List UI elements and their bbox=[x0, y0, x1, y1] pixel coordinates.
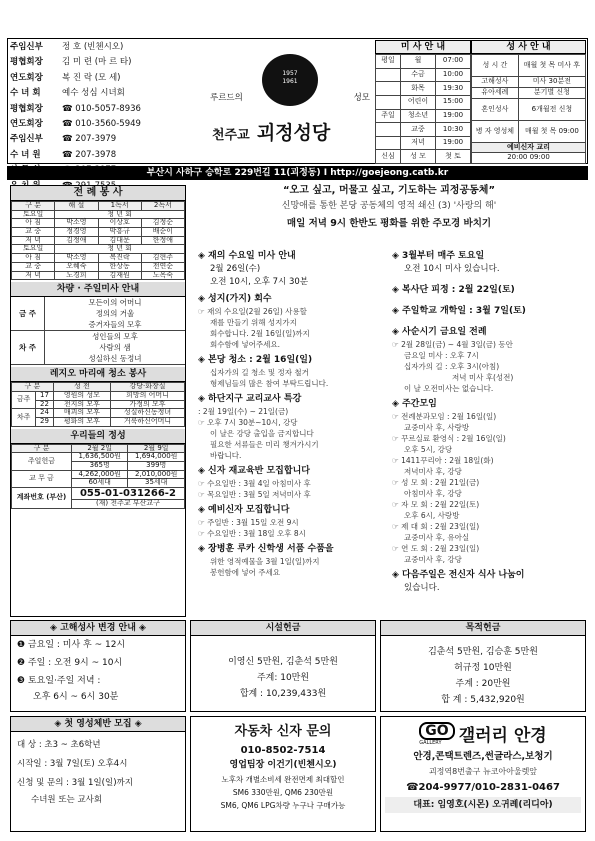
staff-row: 평협회장 ☎ 010-5057-8936 bbox=[10, 103, 141, 114]
table-cell: 17 bbox=[36, 391, 54, 400]
list-item: ◈ 성지(가지) 회수 ☞ 재의 수요일(2월 26일) 사용할 재를 만들기 위해 성지가지 회수합니다. 2월 16일(일)까지 회수함에 넣어주세요. bbox=[198, 294, 310, 349]
mass-time: 19:00 bbox=[436, 109, 471, 123]
mass-day: 저녁 bbox=[400, 136, 435, 150]
mass-group: 주일 bbox=[376, 109, 401, 123]
list-item: ◈ 신자 재교육반 모집합니다 ☞ 수요일반 : 3월 4일 아침미사 후 ☞ 목요일반 : 3월 5일 저녁미사 후 bbox=[198, 466, 311, 499]
table-cell: 박소영 bbox=[55, 219, 98, 228]
mass-time: 07:00 bbox=[436, 55, 471, 69]
table-cell: 김대문 bbox=[98, 236, 141, 245]
car-ad bbox=[190, 716, 376, 832]
sacrament-value: 분기별 신청 bbox=[518, 88, 585, 99]
mass-group: 평일 bbox=[376, 55, 401, 69]
car-title: 차량 · 주일미사 안내 bbox=[11, 282, 185, 297]
list-item: 대 상 : 초3 ~ 초6학년 bbox=[17, 740, 101, 750]
list-item: ❶ 금요일 : 미사 후 ~ 12시 bbox=[17, 640, 126, 650]
table-cell: 35세대 bbox=[128, 479, 185, 488]
mass-group bbox=[376, 123, 401, 137]
optical-phone: ☎204-9977/010-2831-0467 bbox=[406, 782, 560, 793]
optical-owner: 대표: 임영호(시몬) 오귀례(리디아) bbox=[385, 797, 581, 813]
col-header: 구 분 bbox=[12, 383, 54, 392]
col-header: 2독서 bbox=[141, 202, 184, 211]
list-item: 합 계 : 5,432,920원 bbox=[441, 695, 525, 705]
staff-row: 수 녀 회 예수 성심 시녀회 bbox=[10, 88, 125, 99]
table-cell: 청 년 회 bbox=[55, 210, 185, 219]
car-this-label: 금 주 bbox=[11, 297, 45, 330]
table-cell: 아 침 bbox=[12, 254, 55, 263]
car-item: 증거자들의 모후 bbox=[88, 320, 142, 330]
table-cell: 전연순 bbox=[141, 262, 184, 271]
list-item: SM6, QM6 LPG차량 누구나 구매가능 bbox=[220, 801, 346, 810]
confession-change-box bbox=[10, 620, 186, 712]
mass-group bbox=[376, 95, 401, 109]
staff-row: 수 녀 원 ☎ 207-3978 bbox=[10, 149, 117, 160]
list-item: ◈ 사순시기 금요일 전례 ☞ 2월 28일(금) ~ 4월 3일(금) 동안 금요일 미사 : 오후 7시 십자가의 길 : 오후 3시(아침) 저녁 미사 후(성전) 이 날 오전미사는 없습니다. bbox=[392, 327, 514, 393]
mass-time: 10:30 bbox=[436, 123, 471, 137]
staff-row: 주임신부 정 호 (빈첸시오) bbox=[10, 42, 124, 52]
table-cell: 영원의 성모 bbox=[53, 391, 110, 400]
list-item: 주계 : 20만원 bbox=[455, 679, 511, 689]
table-cell: 박소영 bbox=[55, 254, 98, 263]
optical-services: 안경,콘택트렌즈,썬글라스,보청기 bbox=[413, 751, 553, 762]
table-cell: 노경희 bbox=[55, 271, 98, 280]
list-item: ◈ 하단지구 교리교사 특강 : 2월 19일(수) ~ 21일(금) ☞ 오후 7시 30분~10시, 강당 이 날은 강당 출입을 금지합니다 필요한 서류들은 미리 챙겨가시기 바랍니다. bbox=[198, 394, 319, 460]
sacrament-value: 미사 30분전 bbox=[518, 77, 585, 88]
logo-mark: 1957 1961 bbox=[282, 70, 298, 85]
sacrament-key: 혼인성사 bbox=[472, 99, 519, 121]
center-heading bbox=[192, 184, 586, 234]
mass-time: 19:30 bbox=[436, 82, 471, 96]
table-cell: 복진락 bbox=[98, 254, 141, 263]
optical-logo: GO GALLERY bbox=[419, 722, 454, 746]
table-cell: 1,636,500원 bbox=[71, 453, 128, 462]
mass-time: 15:00 bbox=[436, 95, 471, 109]
mass-time: 첫 토 bbox=[436, 150, 471, 164]
table-cell: 평화의 모후 bbox=[53, 417, 110, 426]
first-communion-box bbox=[10, 716, 186, 832]
table-cell: 거룩하신어머니 bbox=[111, 417, 185, 426]
table-cell: 정경영 bbox=[55, 228, 98, 237]
sacrament-header: 성 사 안 내 bbox=[471, 40, 586, 54]
mass-day: 청소년 bbox=[400, 109, 435, 123]
table-cell: 2,010,000원 bbox=[128, 470, 185, 479]
col-header: 2월 2일 bbox=[71, 444, 128, 453]
staff-row: 연도회장 복 진 락 (모 세) bbox=[10, 72, 121, 83]
table-cell: 박흥규 bbox=[98, 228, 141, 237]
car-item: 정의의 거울 bbox=[95, 309, 135, 319]
list-item: ❸ 토요일·주일 저녁 : bbox=[17, 676, 101, 686]
left-column bbox=[10, 185, 186, 617]
mass-header: 미 사 안 내 bbox=[375, 40, 471, 54]
notices-left bbox=[198, 250, 388, 582]
table-cell: 배순이 bbox=[141, 228, 184, 237]
sacrament-value: 매월 첫 목 09:00 bbox=[518, 121, 585, 143]
list-item: ◈ 예비신자 모집합니다 ☞ 주일반 : 3월 15일 오전 9시 ☞ 수요일반 : 3월 18일 오후 8시 bbox=[198, 505, 306, 538]
table-cell: 가정의 모후 bbox=[111, 400, 185, 409]
list-item: ◈ 장병훈 루카 신학생 서품 수품을 위한 영적예물을 3월 1일(일)까지 봉헌함에 넣어 주세요 bbox=[198, 544, 334, 577]
list-item: 수녀원 또는 교사회 bbox=[31, 795, 103, 805]
staff-row: 연도회장 ☎ 010-3560-5949 bbox=[10, 119, 141, 130]
table-cell: 아 침 bbox=[12, 219, 55, 228]
table-cell: 365명 bbox=[71, 462, 128, 471]
table-cell: 1,694,000원 bbox=[128, 453, 185, 462]
car-item: 성인들의 모후 bbox=[92, 332, 138, 342]
sacrament-value: 6개월전 신청 bbox=[518, 99, 585, 121]
table-cell: 천지의 모후 bbox=[53, 400, 110, 409]
table-cell: 60세대 bbox=[71, 479, 128, 488]
table-cell: 교 중 bbox=[12, 262, 55, 271]
list-item: ❷ 주일 : 오전 9시 ~ 10시 bbox=[17, 658, 123, 668]
list-item: ◈ 복사단 피정 : 2월 22일(토) bbox=[392, 285, 515, 295]
mass-day: 어린이 bbox=[400, 95, 435, 109]
sacrament-value: 매월 첫 목 미사 후 bbox=[518, 55, 585, 77]
theme: 신망애를 통한 본당 공동체의 영적 쇄신 (3) '사랑의 해' bbox=[281, 201, 497, 211]
mass-table bbox=[375, 40, 586, 164]
mass-day: 월 bbox=[400, 55, 435, 69]
mass-group: 신심 bbox=[376, 150, 401, 164]
table-cell: 한상동 bbox=[98, 262, 141, 271]
sacrament-key: 유아세례 bbox=[472, 88, 519, 99]
list-item: 오후 6시 ~ 6시 30분 bbox=[33, 692, 119, 702]
table-cell: 저 녁 bbox=[12, 271, 55, 280]
table-cell: 저 녁 bbox=[12, 236, 55, 245]
list-item: ◈ 본당 청소 : 2월 16일(일) 십자가의 길 청소 및 정자 철거 형제님들의 많은 참여 부탁드립니다. bbox=[198, 355, 329, 388]
car-ad-title: 자동차 신자 문의 bbox=[234, 724, 332, 739]
table-cell: 교 중 bbox=[12, 228, 55, 237]
list-item: ◈ 주일학교 개학일 : 3월 7일(토) bbox=[392, 306, 526, 316]
sacrament-key: 성 시 간 bbox=[472, 55, 519, 77]
car-ad-phone: 010-8502-7514 bbox=[240, 745, 326, 756]
list-item: 신청 및 문의 : 3월 1일(일)까지 bbox=[17, 778, 133, 788]
car-item: 성실하신 동정녀 bbox=[88, 354, 142, 364]
logo-text-top: 루르드의 성모 bbox=[210, 93, 370, 103]
col-header: 2월 9일 bbox=[128, 444, 185, 453]
mass-day: 수금 bbox=[400, 68, 435, 82]
staff-row: 주임신부 ☎ 207-3979 bbox=[10, 134, 117, 145]
staff-row: 평협회장 김 미 련 (마 르 타) bbox=[10, 57, 132, 68]
optical-address: 괴정역8번출구 뉴코아아울렛앞 bbox=[428, 767, 538, 776]
mass-time: 19:00 bbox=[436, 136, 471, 150]
mass-day: 화목 bbox=[400, 82, 435, 96]
church-name: 천주교 괴정성당 bbox=[212, 122, 331, 144]
list-item: 김춘석 5만원, 김승훈 5만원 bbox=[428, 647, 538, 657]
offering-title: 우리들의 정성 bbox=[11, 429, 185, 444]
sacrament-key: 고해성사 bbox=[472, 77, 519, 88]
table-cell: 금주 bbox=[12, 391, 36, 408]
table-cell: 김정애 bbox=[55, 236, 98, 245]
car-ad-name: 영업팀장 이건기(빈첸시오) bbox=[229, 760, 337, 770]
list-item: ◈ 3월부터 매주 토요일 오전 10시 미사 있습니다. bbox=[392, 251, 500, 274]
list-item: ◈ 주간모임 ☞ 전례분과모임 : 2월 16일(일) 교중미사 후, 사랑방 ☞ 꾸르실료 환영식 : 2월 16일(일) 오후 5시, 강당 ☞ 1411꾸리아 : 2월 18일(화) 저녁미사 후, 강당 ☞ 성 모 회 : 2월 21일(금) 아침미사 후, 강당 ☞ 자 모 회 : 2월 22일(토) 오후 6시, 사랑방 ☞ 제 대 회 : 2월 23일(일) 교중미사 후, 유아실 ☞ 연 도 회 : 2월 23일(일) 교중미사 후, 강당 bbox=[392, 399, 506, 564]
mass-day: 교중 bbox=[400, 123, 435, 137]
table-cell: 매괴의 모후 bbox=[53, 409, 110, 418]
table-cell: 29 bbox=[36, 417, 54, 426]
table-cell: 오혜숙 bbox=[55, 262, 98, 271]
sacrament-value: 20:00 09:00 bbox=[472, 153, 586, 164]
car-item: 모든이의 어머니 bbox=[88, 298, 142, 308]
purpose-title: 목적헌금 bbox=[381, 621, 585, 636]
table-cell: 성실하신동정녀 bbox=[111, 409, 185, 418]
col-header: 1독서 bbox=[98, 202, 141, 211]
address-bar: 부산시 사하구 승학로 229번길 11(괴정동) I http://goejeong.catb.kr bbox=[7, 166, 588, 180]
table-cell: 24 bbox=[36, 409, 54, 418]
col-header: 성 전 bbox=[53, 383, 110, 392]
col-header: 구 분 bbox=[12, 444, 72, 453]
list-item: 허규정 10만원 bbox=[454, 663, 512, 673]
list-item: 주계: 10만원 bbox=[256, 673, 310, 683]
car-item: 사람의 샘 bbox=[99, 343, 131, 353]
purpose-offering-box bbox=[380, 620, 586, 712]
table-cell: 김현주 bbox=[141, 254, 184, 263]
motto: “오고 싶고, 머물고 싶고, 기도하는 괴정공동체” bbox=[282, 185, 496, 196]
list-item: 시작일 : 3월 7일(토) 오후4시 bbox=[17, 759, 128, 769]
table-cell: 희망의 어머니 bbox=[111, 391, 185, 400]
table-cell: 계좌번호 (부산) bbox=[12, 488, 72, 509]
table-cell: 청 년 회 bbox=[55, 245, 185, 254]
communion-title: ◈ 첫 영성체반 모집 ◈ bbox=[11, 717, 185, 732]
mass-time: 10:00 bbox=[436, 68, 471, 82]
list-item: 합계 : 10,239,433원 bbox=[239, 689, 327, 699]
account-number: 055-01-031266-2 bbox=[71, 488, 184, 500]
mass-group bbox=[376, 136, 401, 150]
table-cell: 399명 bbox=[128, 462, 185, 471]
optical-ad bbox=[380, 716, 586, 832]
list-item: SM6 330만원, QM6 230만원 bbox=[232, 788, 334, 797]
list-item: 이영신 5만원, 김춘석 5만원 bbox=[228, 657, 338, 667]
facility-title: 시설헌금 bbox=[191, 621, 375, 636]
account-name: (재) 천주교 부산교구 bbox=[71, 500, 184, 509]
table-cell: 노옥숙 bbox=[141, 271, 184, 280]
optical-name: 갤러리 안경 bbox=[458, 726, 547, 746]
sacrament-key: 병 자 영성체 bbox=[472, 121, 519, 143]
table-cell: 토요일 bbox=[12, 245, 55, 254]
mass-day: 성 모 bbox=[400, 150, 435, 164]
table-cell: 4,262,000원 bbox=[71, 470, 128, 479]
legio-title: 레지오 마리애 청소 봉사 bbox=[11, 367, 185, 382]
confession-change-title: ◈ 고해성사 변경 안내 ◈ bbox=[11, 621, 185, 636]
table-cell: 교 무 금 bbox=[12, 470, 72, 487]
table-cell: 주일헌금 bbox=[12, 453, 72, 470]
table-cell: 한정애 bbox=[141, 236, 184, 245]
notices-right bbox=[392, 250, 586, 599]
list-item: ◈ 재의 수요일 미사 안내 2월 26일(수) 오전 10시, 오후 7시 30분 bbox=[198, 251, 309, 287]
table-cell: 토요일 bbox=[12, 210, 55, 219]
car-next-label: 차 주 bbox=[11, 331, 45, 364]
col-header: 해 설 bbox=[55, 202, 98, 211]
list-item: 노후차 개별소비세 완전면제 최대할인 bbox=[221, 775, 345, 784]
col-header: 강당·화장실 bbox=[111, 383, 185, 392]
col-header: 구 분 bbox=[12, 202, 55, 211]
prayer-note: 매일 저녁 9시 한반도 평화를 위한 주모경 바치기 bbox=[286, 218, 492, 229]
sacrament-key: 예비신자 교리 bbox=[472, 143, 586, 153]
mass-group bbox=[376, 68, 401, 82]
table-cell: 차주 bbox=[12, 409, 36, 426]
duty-title: 전 례 봉 사 bbox=[11, 186, 185, 201]
list-item: ◈ 다음주일은 전신자 식사 나눔이 있습니다. bbox=[392, 570, 525, 593]
table-cell: 김정순 bbox=[141, 219, 184, 228]
table-cell: 이상호 bbox=[98, 219, 141, 228]
table-cell: 김재원 bbox=[98, 271, 141, 280]
table-cell: 22 bbox=[36, 400, 54, 409]
facility-offering-box bbox=[190, 620, 376, 712]
mass-group bbox=[376, 82, 401, 96]
